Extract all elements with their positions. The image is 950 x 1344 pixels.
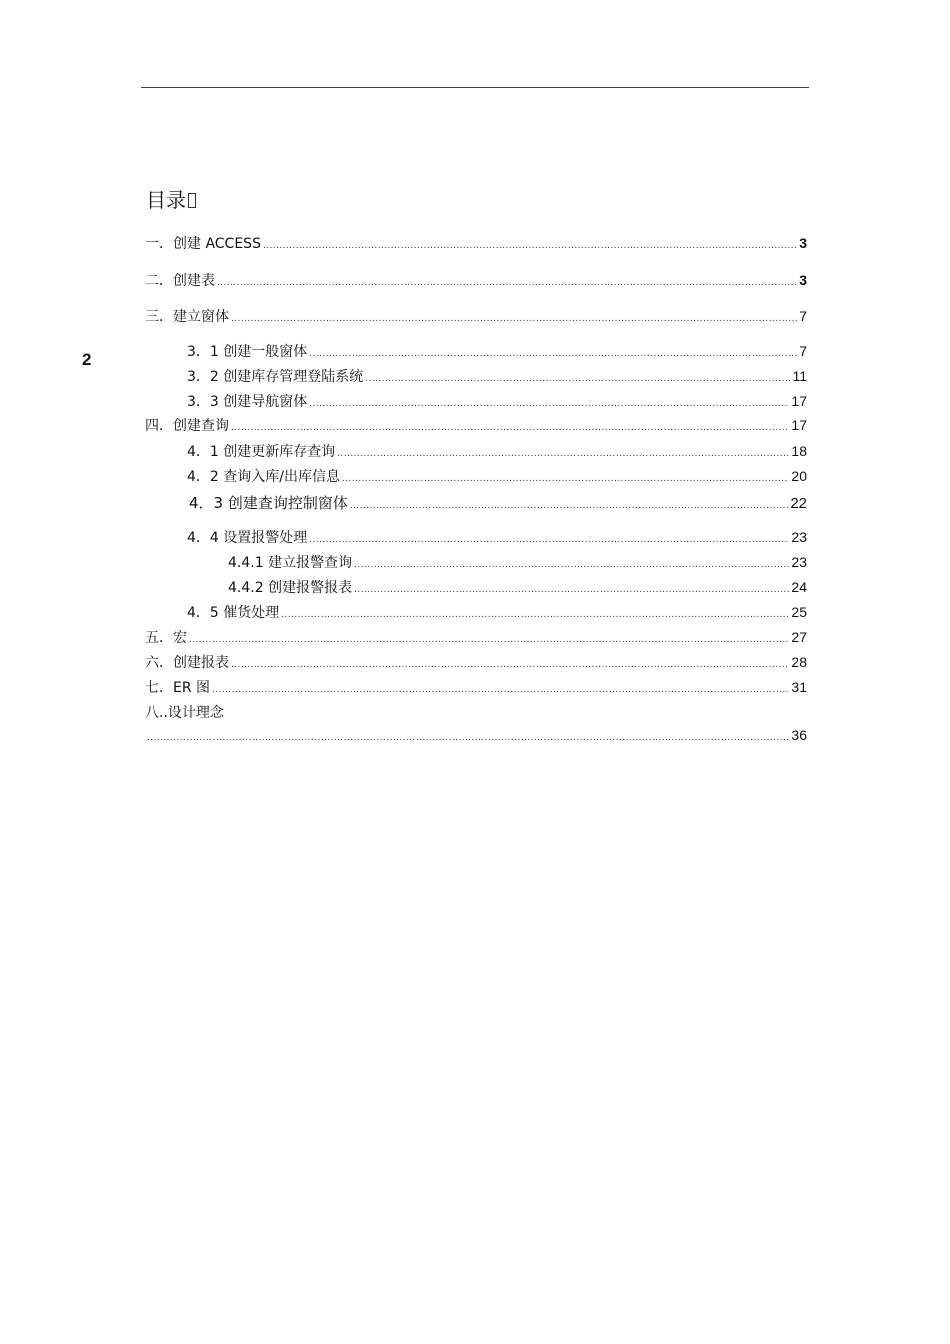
toc-entry-label: 二．创建表 [145,273,215,289]
toc-entry-page: 28 [791,654,807,670]
toc-entry-label: 六．创建报表 [145,655,229,671]
toc-entry-label: 4．5 催货处理 [187,605,280,621]
toc-entry-label: 4.4.2 创建报警报表 [228,580,353,596]
toc-leader-dots [217,277,797,288]
toc-entry-label: 4．3 创建查询控制窗体 [189,494,348,512]
toc-leader-dots [231,422,789,433]
toc-entry-page: 20 [791,468,807,484]
toc-entry-page: 24 [791,579,807,595]
toc-leader-dots [309,534,789,545]
header-rule [141,87,809,88]
toc-leader-dots [309,398,789,409]
toc-entry-4-4[interactable] [187,527,807,547]
toc-entry-page: 17 [791,417,807,433]
toc-title [146,184,196,213]
toc-entry-page: 31 [791,679,807,695]
toc-leader-dots [354,584,789,595]
toc-entry-4-4-1[interactable] [228,552,807,572]
toc-entry-6[interactable] [145,652,807,672]
toc-leader-dots [147,732,789,743]
toc-entry-label: 4．1 创建更新库存查询 [187,444,336,460]
toc-entry-label: 五．宏 [145,630,187,646]
toc-entry-page: 11 [792,368,807,384]
toc-entry-label: 七．ER 图 [145,680,211,696]
toc-entry-label: 4.4.1 建立报警查询 [228,555,353,571]
toc-entry-page: 7 [799,308,807,324]
toc-leader-dots [309,348,797,359]
toc-leader-dots [337,448,789,459]
toc-leader-dots [365,373,790,384]
toc-leader-dots [231,659,789,670]
toc-leader-dots [350,500,788,511]
toc-entry-5[interactable] [145,627,807,647]
toc-entry-1[interactable] [145,233,807,253]
toc-entry-3-1[interactable] [187,341,807,361]
toc-entry-page: 7 [799,343,807,359]
toc-leader-dots [212,684,789,695]
toc-entry-4-1[interactable] [187,441,807,461]
toc-entry-page: 18 [791,443,807,459]
toc-entry-label: 三．建立窗体 [145,309,229,325]
toc-entry-4-2[interactable] [187,466,807,486]
toc-entry-3-2[interactable] [187,366,807,386]
toc-entry-label: 3．2 创建库存管理登陆系统 [187,369,364,385]
toc-entry-page: 3 [799,235,807,251]
toc-entry-page: 3 [799,272,807,288]
toc-leader-dots [354,559,789,570]
toc-entry-8-leader-line [147,727,807,743]
toc-entry-7[interactable] [145,677,807,697]
toc-entry-page: 25 [791,604,807,620]
toc-leader-dots [189,634,789,645]
toc-entry-3[interactable] [145,306,807,326]
toc-entry-page: 27 [791,629,807,645]
toc-leader-dots [231,313,797,324]
toc-entry-label: 一．创建 ACCESS [145,236,261,252]
toc-entry-label: 八..设计理念 [145,705,224,721]
toc-entry-page: 23 [791,554,807,570]
margin-page-number: 2 [82,350,92,369]
toc-entry-label: 四．创建查询 [145,418,229,434]
toc-entry-3-3[interactable] [187,391,807,411]
toc-entry-label: 4．2 查询入库/出库信息 [187,469,340,485]
toc-entry-4[interactable] [145,415,807,435]
toc-leader-dots [263,240,797,251]
toc-entry-label: 4．4 设置报警处理 [187,530,308,546]
toc-entry-label: 3．1 创建一般窗体 [187,344,308,360]
toc-entry-4-4-2[interactable] [228,577,807,597]
toc-entry-label: 3．3 创建导航窗体 [187,394,308,410]
toc-entry-page: 36 [791,727,807,743]
toc-leader-dots [281,609,789,620]
toc-title-text: 目录 [146,188,186,212]
toc-entry-4-3[interactable] [189,492,807,513]
toc-entry-page: 23 [791,529,807,545]
toc-entry-2[interactable] [145,270,807,290]
toc-entry-4-5[interactable] [187,602,807,622]
toc-entry-page: 22 [790,495,807,512]
toc-leader-dots [342,473,789,484]
missing-glyph-box [188,193,196,208]
toc-entry-page: 17 [791,393,807,409]
